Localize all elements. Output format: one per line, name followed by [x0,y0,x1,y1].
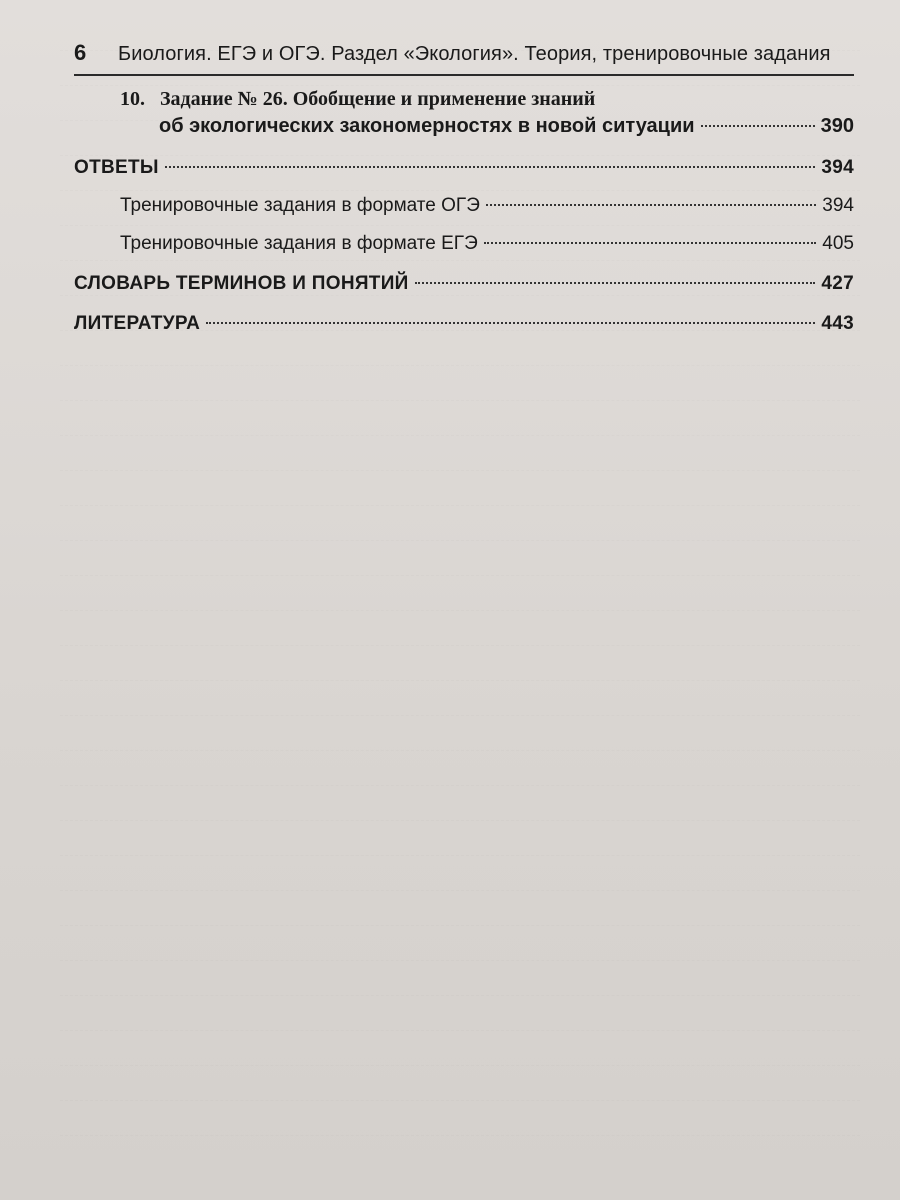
toc-page-number: 390 [820,115,854,137]
toc-answers [74,157,854,179]
toc-item-title-line1: Задание № 26. Обобщение и применение знаний [160,88,596,110]
toc-label: ЛИТЕРАТУРА [74,313,201,334]
toc-label: СЛОВАРЬ ТЕРМИНОВ И ПОНЯТИЙ [74,273,409,294]
dot-leader [701,125,815,127]
page-number: 6 [74,40,87,65]
dot-leader [415,282,816,284]
toc-item-10 [74,86,854,139]
running-title: Биология. ЕГЭ и ОГЭ. Раздел «Экология». Теория, тренировочные задания [118,43,831,65]
dot-leader [165,166,816,168]
toc-label: ОТВЕТЫ [74,157,159,178]
toc-item-number: 10. [120,88,145,110]
toc-answers-oge [74,195,854,217]
dot-leader [484,242,817,244]
toc-page-number: 405 [822,233,854,254]
toc-glossary [74,273,854,295]
toc-page-number: 394 [822,195,854,216]
toc-answers-ege [74,233,854,255]
dot-leader [206,322,815,324]
toc-label: Тренировочные задания в формате ЕГЭ [120,233,478,254]
toc-item-title-line2: об экологических закономерностях в новой ситуации [159,115,695,137]
table-of-contents [74,86,854,335]
toc-page-number: 427 [821,273,854,294]
toc-label: Тренировочные задания в формате ОГЭ [120,195,480,216]
toc-page-number: 394 [821,157,854,178]
dot-leader [486,204,816,206]
toc-page-number: 443 [821,313,854,334]
toc-literature [74,313,854,335]
page-header [74,32,854,76]
